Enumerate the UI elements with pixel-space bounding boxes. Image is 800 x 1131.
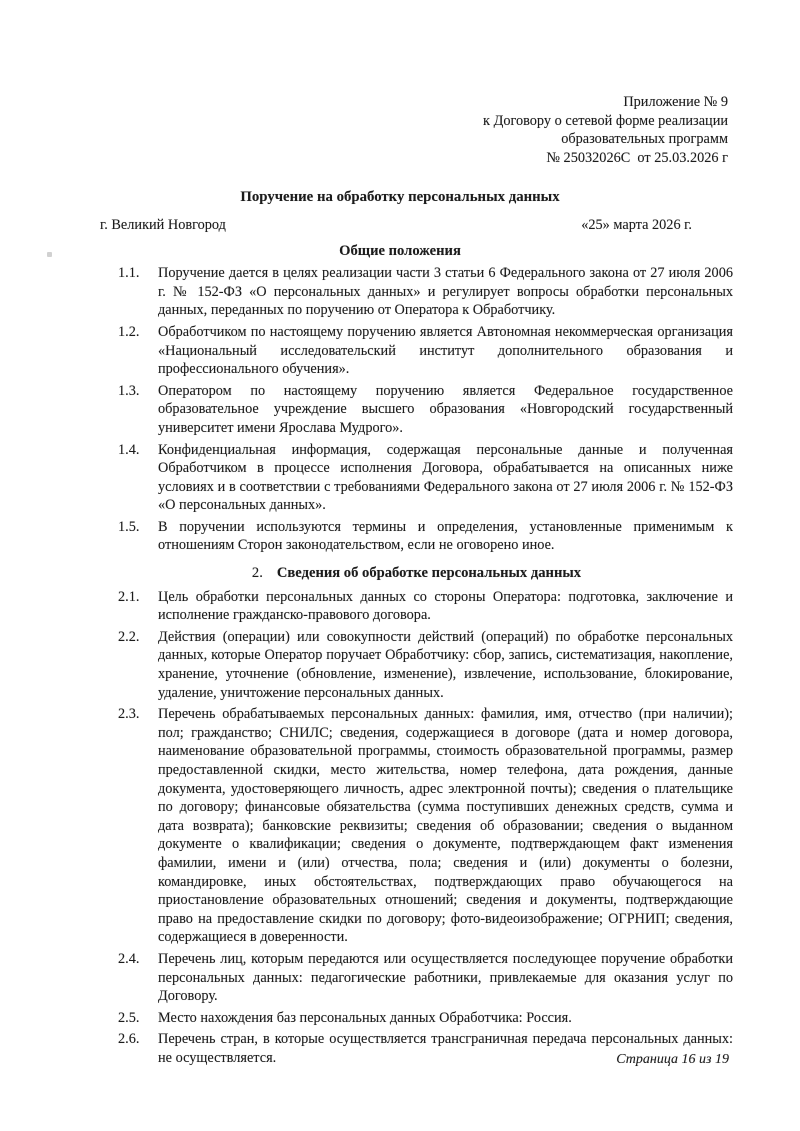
item-number: 2.1. — [118, 588, 140, 605]
appendix-line: к Договору о сетевой форме реализации — [483, 112, 728, 129]
appendix-line: № 25032026С от 25.03.2026 г — [546, 149, 728, 166]
list-item-1-4 — [100, 441, 733, 515]
item-number: 2.4. — [118, 950, 140, 967]
item-text: Поручение дается в целях реализации части 3 статьи 6 Федерального закона от 27 июля 2006 г. № 152-ФЗ «О персональных данных» и регулирует вопросы обработки персональных данных, переданных по поручению от Оператора к Обработчику. — [158, 265, 733, 319]
item-text: Обработчиком по настоящему поручению является Автономная некоммерческая организация «Национальный исследовательский институт дополнительного образования и профессионального обучения». — [158, 323, 733, 378]
list-item-1-1 — [100, 264, 733, 320]
list-item-2-1 — [100, 588, 733, 625]
item-number: 1.5. — [118, 518, 140, 535]
item-number: 1.1. — [118, 265, 140, 282]
appendix-header — [0, 93, 728, 167]
item-text: Цель обработки персональных данных со стороны Оператора: подготовка, заключение и исполнение гражданско-правового договора. — [158, 588, 733, 624]
item-number: 2.5. — [118, 1009, 140, 1026]
item-number: 2.6. — [118, 1031, 140, 1048]
list-item-2-3 — [100, 705, 733, 947]
item-number: 2.2. — [118, 628, 140, 645]
appendix-line: Приложение № 9 — [623, 94, 728, 110]
section-2-heading — [100, 564, 733, 583]
appendix-line: образовательных программ — [561, 131, 728, 148]
item-text: Перечень стран, в которые осуществляется трансграничная передача персональных данных: не осуществляется. — [158, 1031, 733, 1066]
item-text: Перечень обрабатываемых персональных данных: фамилия, имя, отчество (при наличии); пол; гражданство; СНИЛС; сведения, содержащиеся в договоре (дата и номер договора, наименование образовательной программы, стоимость образовательной программы, размер предоставленной скидки, место жительства, номер телефона, дата рождения, данные документа, удостоверяющего личность, адрес электронной почты); сведения о плательщике по договору; финансовые обязательства (сумма поступивших денежных средств, сумма и дата возврата); банковские реквизиты; сведения об образовании; сведения о выданном документе о квалификации; сведения о документе, подтверждающем факт изменения фамилии, имени и (или) отчества, пола; сведения и (или) документы о болезни, командировке, иных обстоятельствах, подтверждающих право обучающегося на приостановление образовательных отношений; сведения и документы, подтверждающие право на предоставление скидки по договору; фото-видеоизображение; ОГРНИП; сведения, содержащиеся в доверенности. — [158, 706, 733, 946]
document-title: Поручение на обработку персональных данных — [240, 189, 560, 206]
item-text: Действия (операции) или совокупности действий (операций) по обработке персональных данных, которые Оператор поручает Обработчику: сбор, запись, систематизация, накопление, хранение, уточнение (обновление, изменение), извлечение, использование, блокирование, удаление, уничтожение персональных данных. — [158, 628, 733, 701]
document-body — [100, 264, 733, 1067]
section-2-title: Сведения об обработке персональных данных — [276, 565, 582, 582]
place-label: г. Великий Новгород — [100, 216, 226, 233]
list-item-1-3 — [100, 382, 733, 438]
item-text: Место нахождения баз персональных данных Обработчика: Россия. — [158, 1009, 572, 1026]
section-1-heading: Общие положения — [339, 242, 461, 259]
list-item-2-4 — [100, 950, 733, 1006]
date-label: «25» марта 2026 г. — [581, 216, 692, 233]
place-date-row — [100, 216, 692, 235]
item-text: Перечень лиц, которым передаются или осуществляется последующее поручение обработки персональных данных: педагогические работники, привлекаемые для оказания услуг по Договору. — [158, 950, 733, 1005]
item-text: Конфиденциальная информация, содержащая персональные данные и полученная Обработчиком в процессе исполнения Договора, обрабатывается на описанных ниже условиях и в соответствии с требованиями Федерального закона от 27 июля 2006 г. № 152-ФЗ «О персональных данных». — [158, 441, 733, 514]
item-number: 1.3. — [118, 382, 140, 399]
item-number: 1.4. — [118, 441, 140, 458]
item-text: Оператором по настоящему поручению является Федеральное государственное образовательное учреждение высшего образования «Новгородский государственный университет имени Ярослава Мудрого». — [158, 382, 733, 436]
item-number: 2.3. — [118, 706, 140, 723]
list-item-2-2 — [100, 628, 733, 702]
list-item-1-5 — [100, 518, 733, 555]
list-item-2-5 — [100, 1009, 733, 1028]
section-2-number: 2. — [251, 565, 263, 582]
scan-artifact — [47, 252, 52, 257]
item-text: В поручении используются термины и определения, установленные применимым к отношениям Сторон законодательством, если не оговорено иное. — [158, 518, 733, 554]
page-number-label: Страница 16 из 19 — [616, 1052, 729, 1067]
item-number: 1.2. — [118, 323, 140, 340]
list-item-1-2 — [100, 323, 733, 379]
